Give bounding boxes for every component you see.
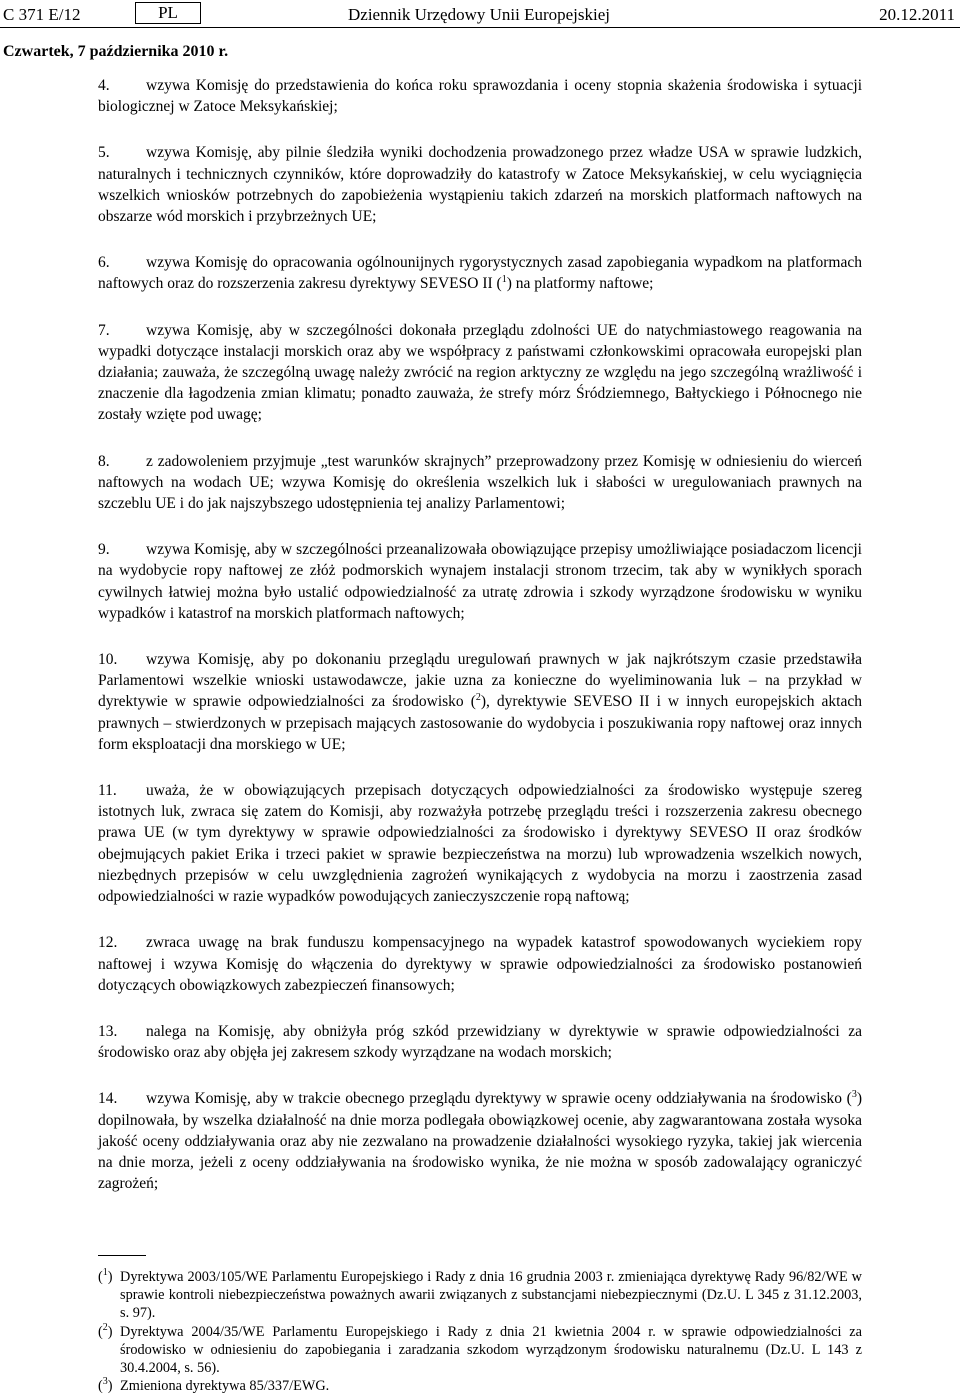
- footnote-ref[interactable]: 1: [501, 274, 507, 286]
- resolution-item-10: [98, 649, 862, 755]
- page-header: [0, 2, 960, 28]
- footnote-number: 2: [102, 1321, 108, 1333]
- footnote-3: [98, 1377, 862, 1395]
- footnote-text: Zmieniona dyrektywa 85/337/EWG.: [120, 1378, 330, 1395]
- footnote-paren: (: [98, 1378, 103, 1395]
- footnote-paren: ): [107, 1269, 113, 1285]
- footnote-paren: (: [98, 1269, 103, 1285]
- resolution-item-11: [98, 780, 862, 907]
- page-reference: C 371 E/12: [3, 5, 81, 24]
- language-badge: PL: [135, 2, 201, 24]
- footnote-paren: ): [107, 1378, 113, 1395]
- footnote-text: Dyrektywa 2004/35/WE Parlamentu Europejskiego i Rady z dnia 21 kwietnia 2004 r. w sprawie odpowiedzialności za środowisko w odniesieniu do zapobiegania i zaradzania szkodom wyrządzonym środowisku naturalnemu (Dz.U. L 143 z 30.4.2004, s. 56).: [120, 1323, 862, 1377]
- item-text-continued: ), dyrektywie SEVESO II i w innych europejskich aktach prawnych – stwierdzonych w przepisach mających zastosowanie do wydobycia i poszukiwania ropy naftowej oraz innych form eksploatacji dna morskiego w UE;: [98, 693, 862, 753]
- journal-title: Dziennik Urzędowy Unii Europejskiej: [348, 5, 611, 24]
- item-text: wzywa Komisję, aby w szczególności przeanalizowała obowiązujące przepisy umożliwiające posiadaczom licencji na wydobycie ropy naftowej ze złóż podmorskich wynajem instalacji stronom trzecim, tak aby w wynikłych sporach cywilnych łatwiej można było ustalić odpowiedzialność za utratę zdrowia i szkody wyrządzone środowisku w wyniku wypadków i katastrof na morskich platformach naftowych;: [98, 541, 862, 622]
- resolution-item-13: [98, 1021, 862, 1063]
- item-text: wzywa Komisję do opracowania ogólnounijnych rygorystycznych zasad zapobiegania wypadkom na platformach naftowych oraz do rozszerzenia zakresu dyrektywy SEVESO II (: [98, 254, 862, 293]
- item-text: wzywa Komisję do przedstawienia do końca roku sprawozdania i oceny stopnia skażenia środowiska i sytuacji biologicznej w Zatoce Meksykańskiej;: [98, 77, 862, 116]
- resolution-item-9: [98, 539, 862, 624]
- resolution-item-7: [98, 320, 862, 426]
- session-date: Czwartek, 7 października 2010 r.: [3, 43, 229, 60]
- item-number: 14.: [98, 1090, 118, 1108]
- item-text: wzywa Komisję, aby w szczególności dokonała przeglądu zdolności UE do natychmiastowego reagowania na wypadki dotyczące instalacji morskich oraz aby we współpracy z państwami członkowskimi opracowała europejski plan działania; zauważa, że szczególną uwagę należy zwrócić na region arktyczny ze względu na jego szczególną wrażliwość i znaczenie dla łagodzenia zmian klimatu; ponadto zauważa, że strefy mórz Śródziemnego, Bałtyckiego i Północnego nie zostały wzięte pod uwagę;: [98, 321, 862, 424]
- footnote-mark: [98, 1268, 113, 1286]
- footnote-number: 3: [102, 1376, 108, 1388]
- item-text: wzywa Komisję, aby pilnie śledziła wyniki dochodzenia prowadzonego przez władze USA w sprawie ludzkich, naturalnych i technicznych czynników, które doprowadziły do katastrofy w Zatoce Meksykańskiej, w celu wyciągnięcia wszelkich wniosków potrzebnych do zapobieżenia wystąpieniu takich zdarzeń na morskich platformach naftowych na obszarze wód morskich i przybrzeżnych UE;: [98, 144, 862, 226]
- item-text: nalega na Komisję, aby obniżyła próg szkód przewidziany w dyrektywie w sprawie odpowiedzialności za środowisko oraz aby objęła jej zakresem szkody wyrządzane na wodach morskich;: [98, 1022, 862, 1062]
- item-number: 10.: [98, 651, 118, 669]
- item-number: 5.: [98, 144, 110, 162]
- header-divider: [0, 27, 960, 28]
- footnote-paren: ): [107, 1323, 113, 1340]
- footnote-paren: (: [98, 1323, 103, 1340]
- item-text: zwraca uwagę na brak funduszu kompensacyjnego na wypadek katastrof spowodowanych wyciekiem ropy naftowej i wzywa Komisję do włączenia do dyrektywy w sprawie odpowiedzialności za środowisko postanowień dotyczących obowiązkowych zabezpieczeń finansowych;: [98, 934, 862, 994]
- footnote-text: Dyrektywa 2003/105/WE Parlamentu Europejskiego i Rady z dnia 16 grudnia 2003 r. zmieniająca dyrektywę Rady 96/82/WE w sprawie kontroli niebezpieczeństwa poważnych awarii związanych z substancjami niebezpiecznymi (Dz.U. L 345 z 31.12.2003, s. 97).: [120, 1269, 862, 1322]
- resolution-items: [98, 75, 862, 1219]
- footnotes: [98, 1268, 862, 1395]
- item-text: uważa, że w obowiązujących przepisach dotyczących odpowiedzialności za środowisko występuje szereg istotnych luk, zwraca się zatem do Komisji, aby rozważyła potrzebę przeglądu treści i rozszerzenia zakresu obecnego prawa UE (w tym dyrektywy w sprawie odpowiedzialności za środowisko i dyrektywy SEVESO II oraz środków obejmujących pakiet Erika i trzeci pakiet w sprawie bezpieczeństwa na morzu) lub wprowadzenia wszelkich nowych, niezbędnych przepisów w celu uwzględnienia zagrożeń wynikających z wydobycia na morzu i zaostrzenia zasad odpowiedzialności w razie wypadków powodujących zanieczyszczenie ropą naftową;: [98, 782, 862, 906]
- resolution-item-14: [98, 1088, 862, 1194]
- item-text: wzywa Komisję, aby w trakcie obecnego przeglądu dyrektywy w sprawie oceny oddziaływania na środowisko (: [146, 1090, 852, 1108]
- item-number: 12.: [98, 934, 118, 952]
- item-number: 9.: [98, 541, 110, 559]
- footnote-ref[interactable]: 3: [851, 1089, 857, 1101]
- item-number: 6.: [98, 254, 110, 272]
- footnote-2: [98, 1323, 862, 1378]
- publication-date: 20.12.2011: [879, 5, 955, 24]
- footnote-mark: [98, 1323, 113, 1341]
- footnote-divider: [98, 1255, 146, 1256]
- item-text-continued: ) na platformy naftowe;: [506, 275, 654, 293]
- resolution-item-8: [98, 451, 862, 515]
- item-text-continued: ) dopilnowała, by wszelka działalność na dnie morza podlegała obowiązkowej ocenie, aby zagwarantowana została wysoka jakość oceny oddziaływania oraz aby nie zezwalano na prowadzenie działalności wysokiego ryzyka, takiej jak wiercenia na dnie morza, jeżeli z oceny oddziaływania na środowisko wynika, że nie można w sposób zadowalający ograniczyć zagrożeń;: [98, 1090, 862, 1193]
- footnote-number: 1: [102, 1267, 108, 1279]
- footnote-1: [98, 1268, 862, 1323]
- item-number: 11.: [98, 782, 117, 800]
- item-number: 7.: [98, 321, 110, 339]
- resolution-item-4: [98, 75, 862, 117]
- item-number: 13.: [98, 1022, 118, 1040]
- item-text: z zadowoleniem przyjmuje „test warunków skrajnych” przeprowadzony przez Komisję w odniesieniu do wierceń naftowych na wodach UE; wzywa Komisję do określenia wszelkich luk i słabości w uregulowaniach prawnych na szczeblu UE i do jak najszybszego udostępnienia tej analizy Parlamentowi;: [98, 452, 862, 513]
- resolution-item-12: [98, 932, 862, 996]
- resolution-item-6: [98, 252, 862, 294]
- item-number: 4.: [98, 77, 110, 94]
- footnote-mark: [98, 1377, 113, 1395]
- item-text: wzywa Komisję, aby po dokonaniu przeglądu uregulowań prawnych w jak najkrótszym czasie przedstawiła Parlamentowi wszelkie wnioski ustawodawcze, jakie uzna za konieczne do wyeliminowania luk – na przykład w dyrektywie w sprawie odpowiedzialności za środowisko (: [98, 651, 862, 711]
- footnote-ref[interactable]: 2: [475, 692, 481, 704]
- item-number: 8.: [98, 452, 110, 470]
- resolution-item-5: [98, 142, 862, 227]
